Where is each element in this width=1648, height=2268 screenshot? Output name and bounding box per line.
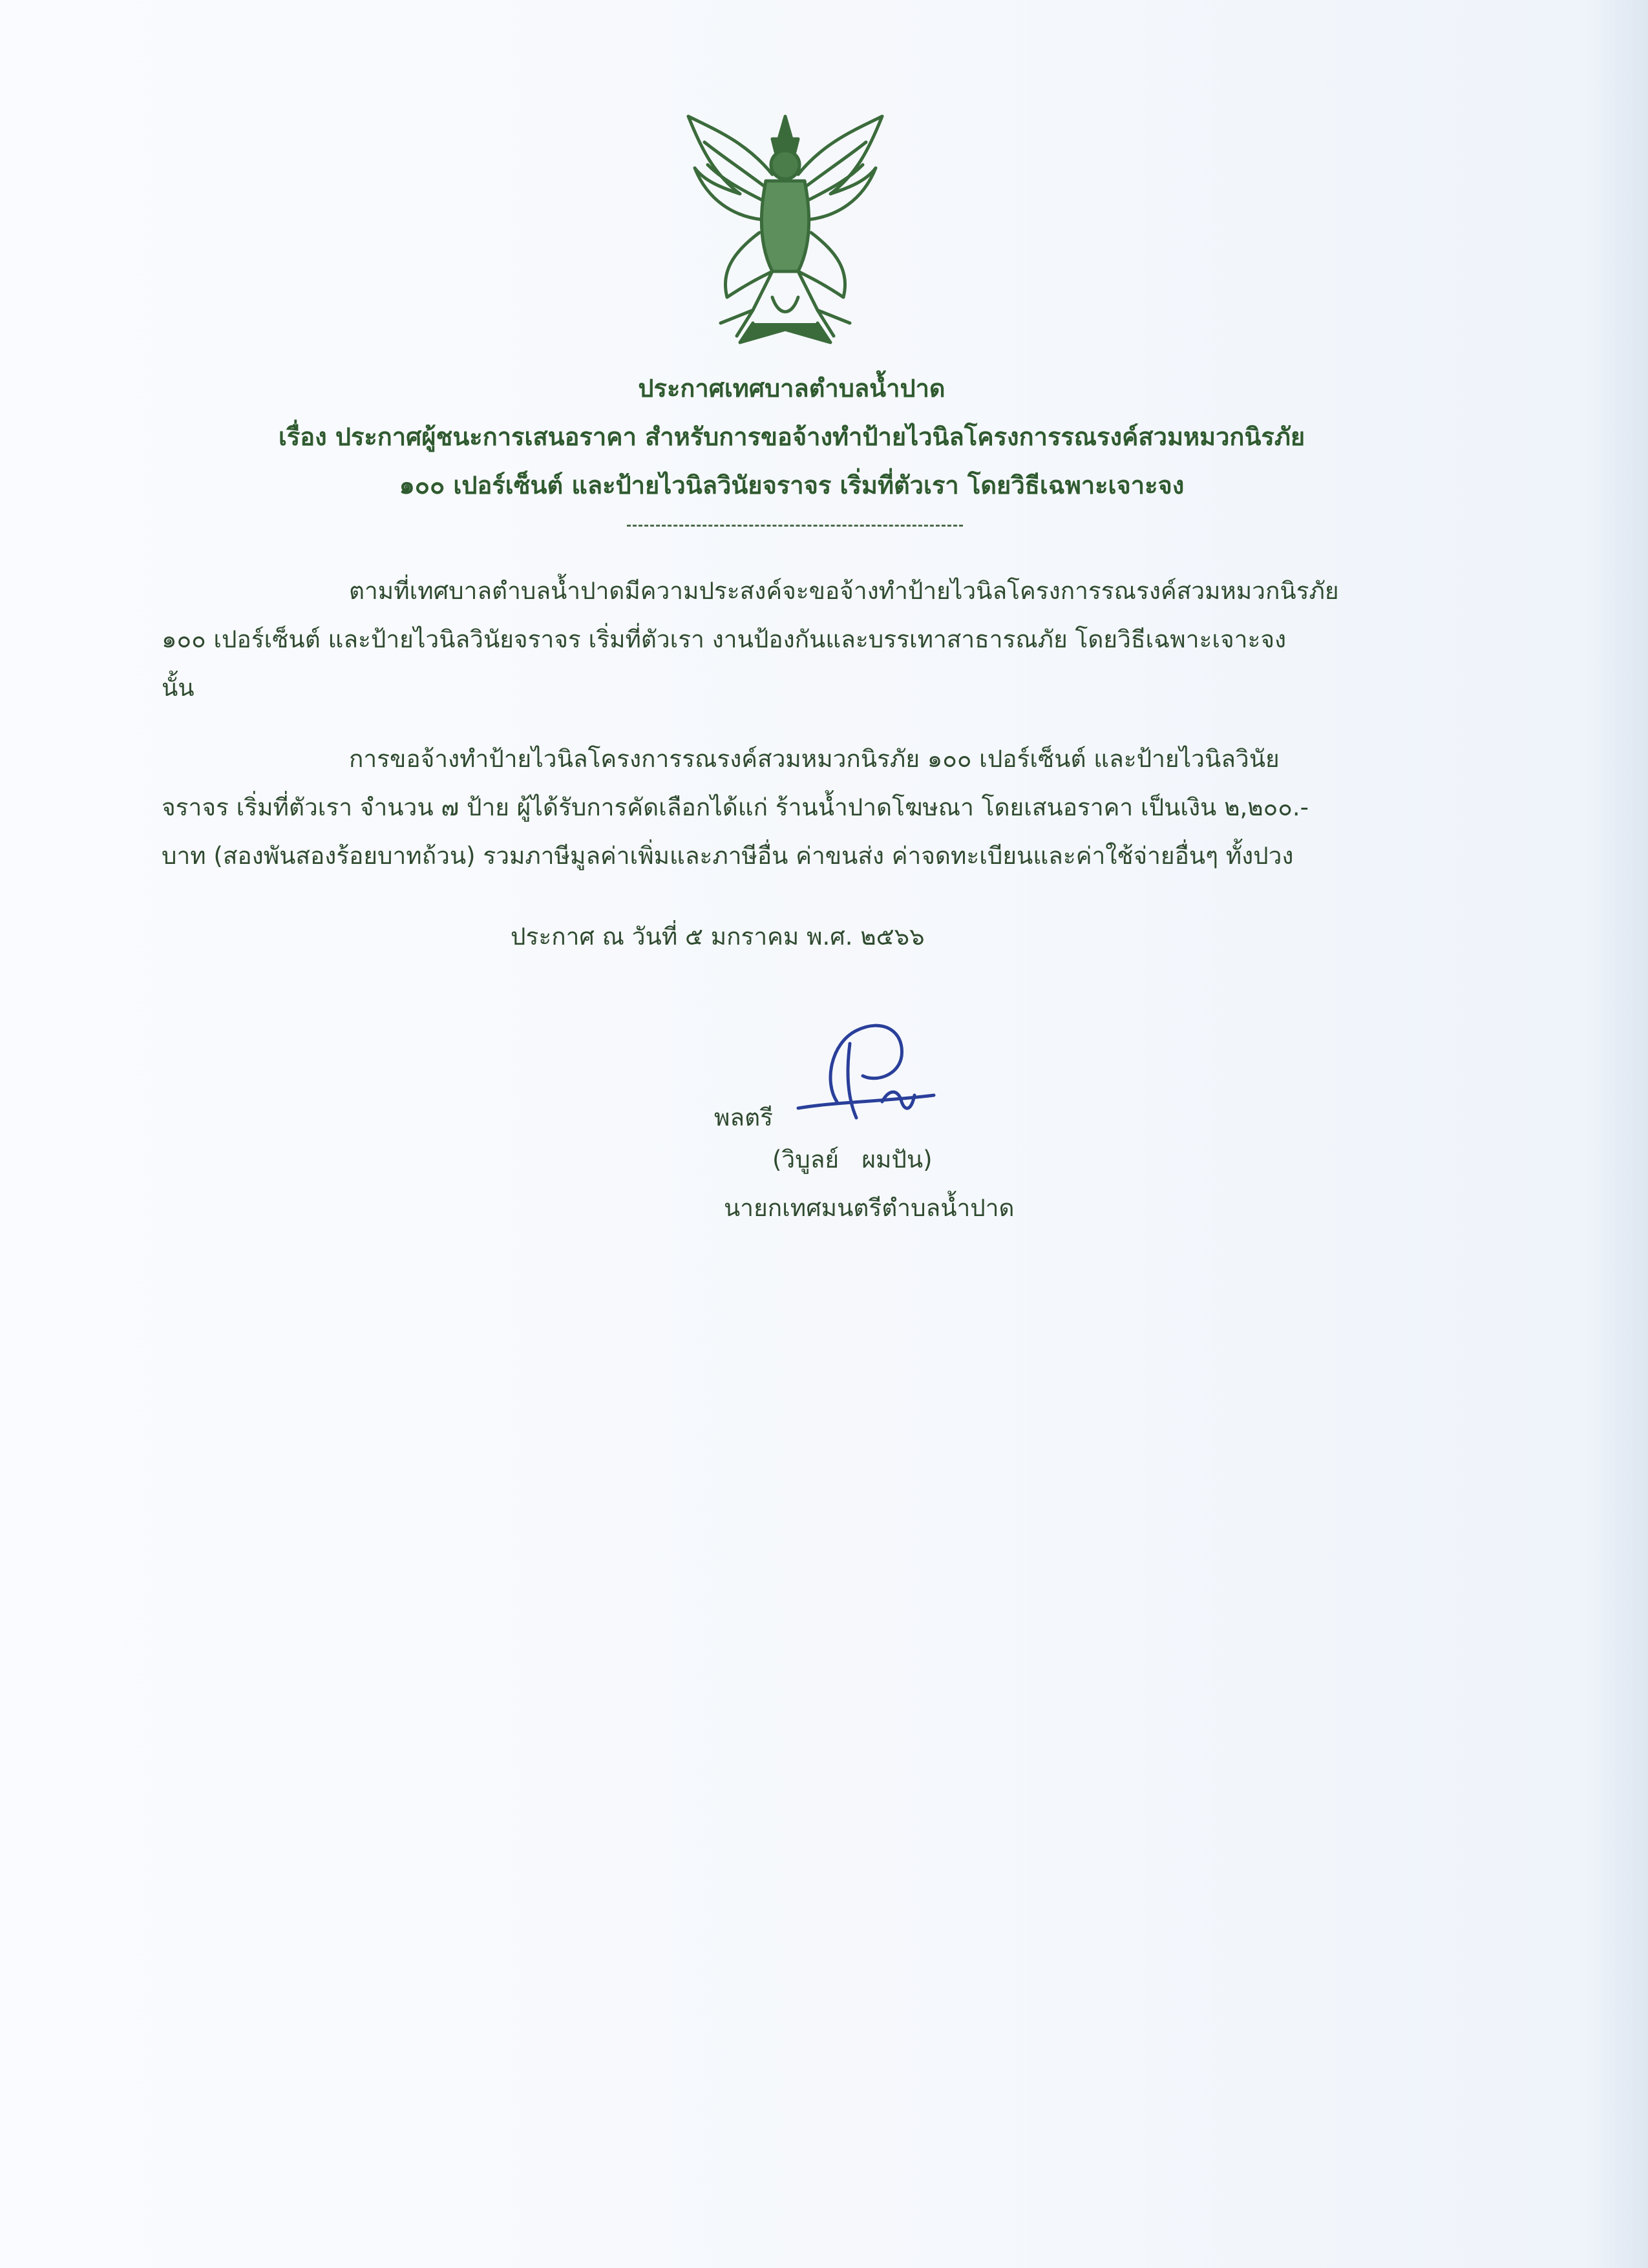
heading-divider: [627, 525, 963, 527]
signatory-rank: พลตรี: [714, 1104, 773, 1131]
signatory-position: นายกเทศมนตรีตำบลน้ำปาด: [724, 1194, 1015, 1222]
handwritten-signature-icon: [785, 1005, 940, 1134]
announcement-subject-line-1: เรื่อง ประกาศผู้ชนะการเสนอราคา สำหรับการขอจ้างทำป้ายไวนิลโครงการรณรงค์สวมหมวกนิรภัย: [278, 423, 1305, 451]
announcement-date: ประกาศ ณ วันที่ ๕ มกราคม พ.ศ. ๒๕๖๖: [511, 923, 925, 950]
para1-line-2: ๑๐๐ เปอร์เซ็นต์ และป้ายไวนิลวินัยจราจร เริ่มที่ตัวเรา งานป้องกันและบรรเทาสาธารณภัย โดยวิธีเฉพาะเจาะจง: [162, 625, 1287, 653]
para2-line-1: การขอจ้างทำป้ายไวนิลโครงการรณรงค์สวมหมวกนิรภัย ๑๐๐ เปอร์เซ็นต์ และป้ายไวนิลวินัย: [349, 745, 1280, 773]
signatory-name: (วิบูลย์ ผมปัน): [772, 1146, 933, 1173]
para1-line-3: นั้น: [162, 674, 195, 702]
announcement-title: ประกาศเทศบาลตำบลน้ำปาด: [638, 374, 945, 403]
announcement-subject-line-2: ๑๐๐ เปอร์เซ็นต์ และป้ายไวนิลวินัยจราจร เริ่มที่ตัวเรา โดยวิธีเฉพาะเจาะจง: [399, 471, 1185, 499]
para2-line-2: จราจร เริ่มที่ตัวเรา จำนวน ๗ ป้าย ผู้ได้รับการคัดเลือกได้แก่ ร้านน้ำปาดโฆษณา โดยเสนอราคา เป็นเงิน ๒,๒๐๐.-: [162, 793, 1309, 821]
page-shadow-edge: [1590, 0, 1648, 2268]
garuda-emblem-icon: [675, 103, 895, 349]
para1-line-1: ตามที่เทศบาลตำบลน้ำปาดมีความประสงค์จะขอจ้างทำป้ายไวนิลโครงการรณรงค์สวมหมวกนิรภัย: [349, 577, 1339, 605]
para2-line-3: บาท (สองพันสองร้อยบาทถ้วน) รวมภาษีมูลค่าเพิ่มและภาษีอื่น ค่าขนส่ง ค่าจดทะเบียนและค่าใช้จ่ายอื่นๆ ทั้งปวง: [162, 842, 1294, 870]
